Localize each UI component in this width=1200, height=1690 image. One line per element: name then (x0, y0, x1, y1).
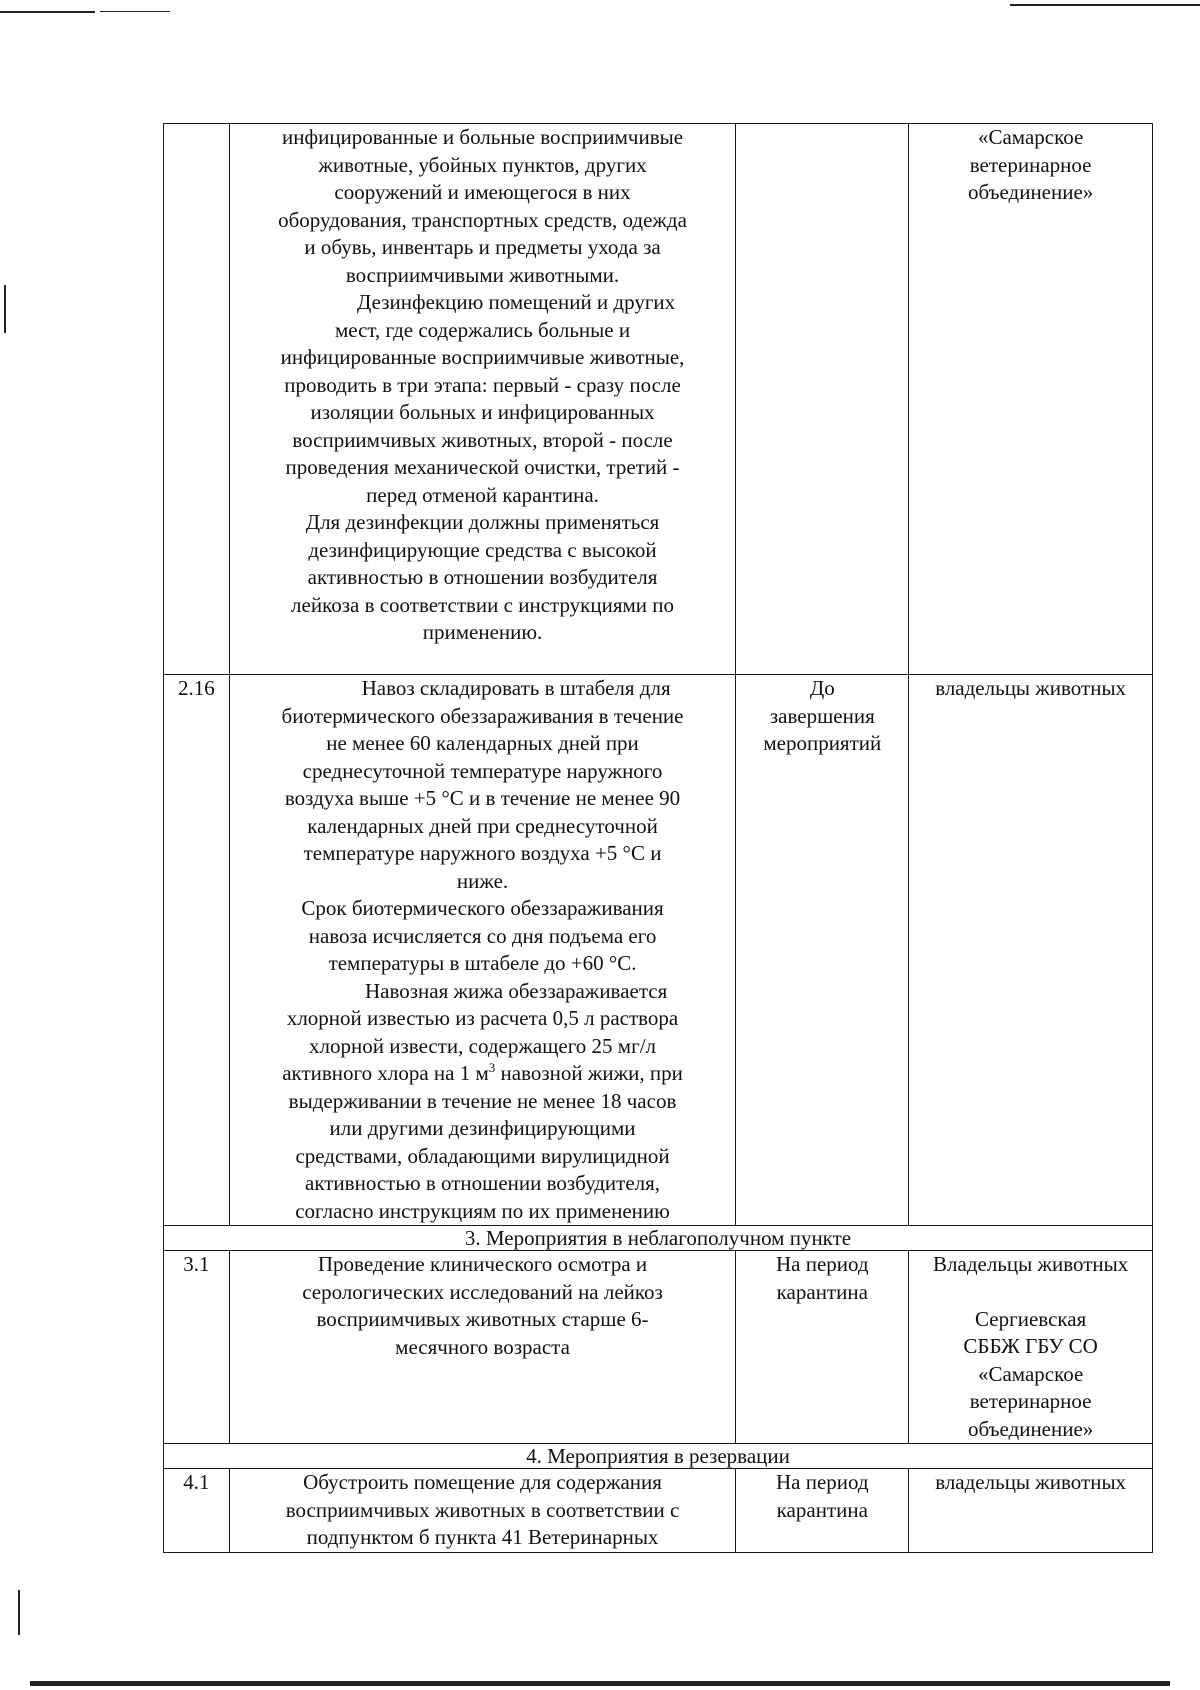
scan-line-top-right (1010, 4, 1200, 6)
scan-dash-top-left (100, 11, 170, 12)
table-row-3-1 (164, 1251, 1153, 1444)
measure-paragraph: Проведение клинического осмотра и серологических исследований на лейкоз восприимчивых животных старше 6- месячного возраста (302, 1252, 663, 1359)
responsible-cell (909, 1469, 1153, 1553)
measure-paragraph: инфицированные и больные восприимчивые животные, убойных пунктов, других сооружений и имеющегося в них оборудования, транспортных средств, одежда и обувь, инвентарь и предметы ухода за восприимчивыми животными. (278, 125, 687, 287)
measure-text-cell (229, 124, 736, 675)
term-cell (736, 675, 909, 1226)
responsible-cell (909, 675, 1153, 1226)
scan-line-bottom (30, 1681, 1170, 1686)
measure-paragraph: Срок биотермического обеззараживания навоза исчисляется со дня подъема его температуры в штабеле до +60 °С. (301, 896, 664, 975)
term-cell (736, 1469, 909, 1553)
responsible-cell (909, 124, 1153, 675)
row-number-cell (164, 124, 230, 675)
term-text: На период карантина (775, 1470, 869, 1522)
term-cell (736, 124, 909, 675)
measure-paragraph: Дезинфекцию помещений и других мест, где содержались больные и инфицированные восприимчивые животные, проводить в три этапа: первый - сразу после изоляции больных и инфицированных восприимчивых животных, второй - после проведения механической очистки, третий - перед отменой карантина. (280, 290, 685, 507)
responsible-cell (909, 1251, 1153, 1444)
row-number-cell (164, 1251, 230, 1444)
measure-paragraph (234, 978, 732, 1226)
row-number: 2.16 (177, 676, 215, 700)
scan-mark-left-lower (18, 1590, 20, 1635)
measure-text-cell (229, 1469, 736, 1553)
row-number: 3.1 (183, 1252, 210, 1276)
term-cell (736, 1251, 909, 1444)
measure-paragraph: Обустроить помещение для содержания восприимчивых животных в соответствии с подпунктом б пункта 41 Ветеринарных (285, 1470, 680, 1549)
scan-mark-left-upper (4, 285, 6, 333)
measure-text-cell (229, 675, 736, 1226)
measure-text-part: Навозная жижа обеззараживается хлорной известью из расчета 0,5 л раствора хлорной извести, содержащего 25 мг/л активного хлора на 1 м (282, 978, 679, 1085)
responsible-text: «Самарское ветеринарное объединение» (967, 125, 1094, 204)
measure-text-cell (229, 1251, 736, 1444)
term-text: На период карантина (775, 1252, 869, 1304)
measure-paragraph: Для дезинфекции должны применяться дезинфицирующие средства с высокой активностью в отношении возбудителя лейкоза в соответствии с инструкциями по применению. (291, 510, 675, 644)
section-header-3 (164, 1226, 1153, 1251)
row-number-cell (164, 1469, 230, 1553)
section-title-cell (164, 1226, 1153, 1251)
responsible-text: владельцы животных (935, 1470, 1127, 1494)
measure-paragraph: Навоз складировать в штабеля для биотермического обеззараживания в течение не менее 60 календарных дней при среднесуточной температуре наружного воздуха выше +5 °С и в течение не менее 90 календарных дней при среднесуточной температуре наружного воздуха +5 °С и ниже. (281, 676, 684, 893)
table-row-continued (164, 124, 1153, 675)
section-title: 4. Мероприятия в резервации (526, 1444, 790, 1468)
table-row-4-1 (164, 1469, 1153, 1553)
section-header-4 (164, 1444, 1153, 1469)
measure-text-part: навозной жижи, при выдерживании в течение не менее 18 часов или другими дезинфицирующими средствами, обладающими вирулицидной активностью в отношении возбудителя, согласно инструкциям по их применению (288, 1061, 683, 1223)
table-row-2-16 (164, 675, 1153, 1226)
measures-table (163, 123, 1153, 1553)
row-number: 4.1 (183, 1470, 210, 1494)
responsible-text: Сергиевская СББЖ ГБУ СО «Самарское ветеринарное объединение» (963, 1306, 1098, 1441)
term-text: До завершения мероприятий (763, 676, 882, 755)
row-number-cell (164, 675, 230, 1226)
responsible-text: владельцы животных (935, 676, 1127, 700)
responsible-text: Владельцы животных (933, 1252, 1129, 1276)
superscript-3: 3 (488, 1060, 496, 1075)
section-title: 3. Мероприятия в неблагополучном пункте (464, 1226, 852, 1250)
section-title-cell (164, 1444, 1153, 1469)
scan-line-top-left (0, 11, 95, 13)
